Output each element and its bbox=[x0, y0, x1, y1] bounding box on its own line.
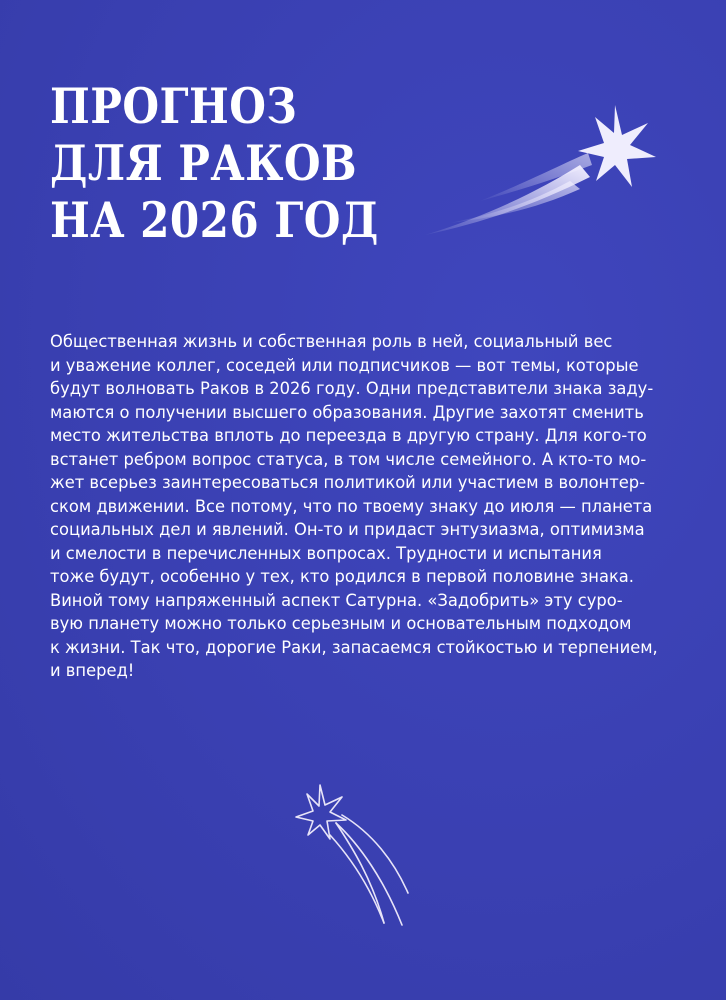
text-line: и вперед! bbox=[50, 661, 135, 681]
text-line: жет всерьез заинтересоваться политикой или участием в волонтер- bbox=[50, 473, 646, 493]
text-line: будут волновать Раков в 2026 году. Одни представители знака заду- bbox=[50, 379, 654, 399]
text-line: Общественная жизнь и собственная роль в ней, социальный вес bbox=[50, 332, 613, 352]
text-line: к жизни. Так что, дорогие Раки, запасаемся стойкостью и терпением, bbox=[50, 637, 658, 658]
text-line: и уважение коллег, соседей или подписчиков — вот темы, которые bbox=[50, 355, 639, 376]
text-line: ском движении. Все потому, что по твоему знаку до июля — планета bbox=[50, 496, 653, 517]
page-title bbox=[50, 78, 379, 249]
text-line: социальных дел и явлений. Он-то и придаст энтузиазма, оптимизма bbox=[50, 520, 645, 540]
text-line: вую планету можно только серьезным и основательным подходом bbox=[50, 614, 632, 634]
text-line: Виной тому напряженный аспект Сатурна. «Задобрить» эту суро- bbox=[50, 590, 623, 611]
title-line-2: ДЛЯ РАКОВ bbox=[50, 134, 358, 192]
text-line: маются о получении высшего образования. Другие захотят сменить bbox=[50, 402, 644, 423]
text-line: место жительства вплоть до переезда в другую страну. Для кого-то bbox=[50, 426, 647, 446]
shooting-star-icon bbox=[420, 95, 660, 245]
shooting-star-outline-icon bbox=[280, 775, 420, 935]
forecast-text bbox=[50, 331, 664, 684]
text-line: и смелости в перечисленных вопросах. Трудности и испытания bbox=[50, 543, 602, 564]
title-line-1: ПРОГНОЗ bbox=[50, 77, 298, 135]
title-line-3: НА 2026 ГОД bbox=[50, 191, 379, 249]
text-line: встанет ребром вопрос статуса, в том числе семейного. А кто-то мо- bbox=[50, 449, 647, 470]
text-line: тоже будут, особенно у тех, кто родился в первой половине знака. bbox=[50, 567, 635, 587]
